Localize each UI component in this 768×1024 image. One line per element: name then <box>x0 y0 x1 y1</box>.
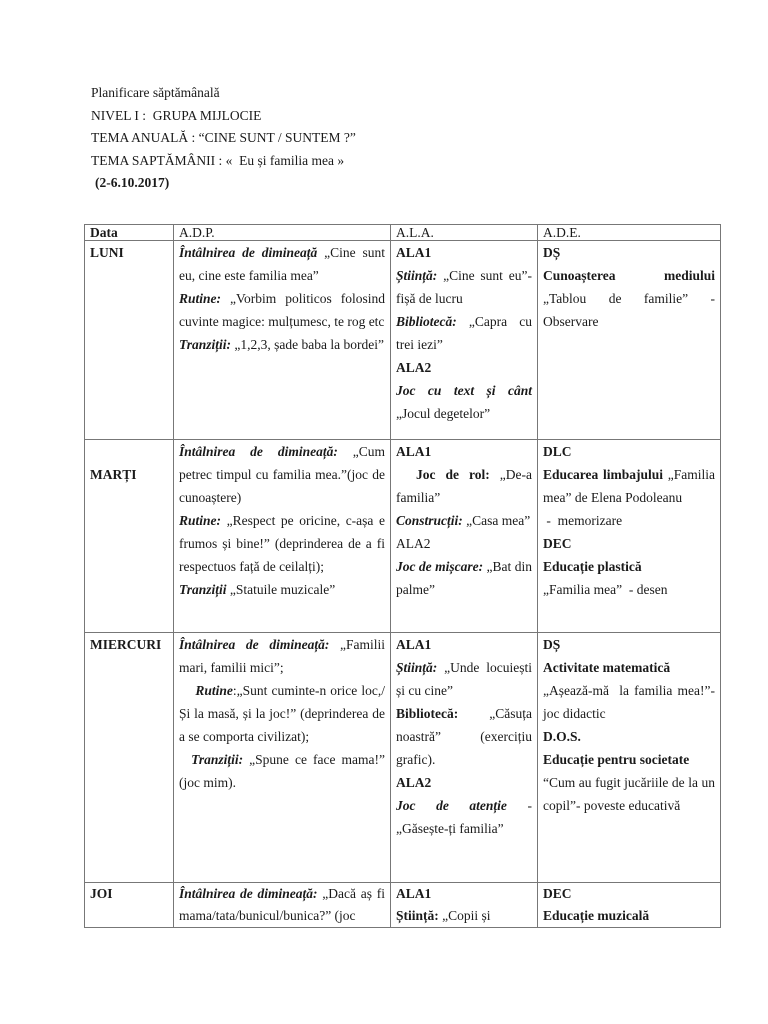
ade-paragraph <box>543 264 719 333</box>
activity-label: Activitate matematică <box>543 660 671 675</box>
activity-label: DEC <box>543 886 572 901</box>
ade-paragraph <box>543 883 715 905</box>
weekly-theme-line: TEMA SAPTĂMÂNII : « Eu și familia mea » <box>91 152 345 168</box>
activity-label: Educație muzicală <box>543 908 650 923</box>
activity-label: Educație pentru societate <box>543 752 690 767</box>
activity-label: DEC <box>543 536 572 551</box>
ala-cell <box>391 241 538 440</box>
adp-paragraph <box>179 287 389 333</box>
activity-text: „Familia mea” - desen <box>543 582 668 597</box>
doc-title: Planificare săptămânală <box>91 85 220 100</box>
ala-paragraph <box>396 702 536 771</box>
day-cell <box>85 241 174 440</box>
activity-label: Tranziții <box>179 582 227 597</box>
activity-text: „Jocul degetelor” <box>396 383 536 421</box>
ala-cell <box>391 440 538 633</box>
activity-label: Joc cu text și cânt <box>396 383 532 398</box>
activity-label: DȘ <box>543 245 561 260</box>
activity-text: „Cine sunt eu, cine este familia mea” <box>179 245 389 283</box>
ala-paragraph <box>396 555 536 601</box>
activity-label: ALA1 <box>396 245 432 260</box>
level-line: NIVEL I : GRUPA MIJLOCIE <box>91 107 262 123</box>
activity-text: „Vorbim politicos folosind cuvinte magice: mulțumesc, te rog etc <box>179 291 389 329</box>
adp-cell <box>174 633 391 883</box>
day-label <box>90 440 168 463</box>
activity-label: Știință: <box>396 268 438 283</box>
planning-table-container <box>84 224 720 928</box>
ade-paragraph <box>543 748 715 771</box>
annual-theme-line: TEMA ANUALĂ : “CINE SUNT / SUNTEM ?” <box>91 130 356 145</box>
document-header <box>91 82 356 195</box>
ala-paragraph <box>396 656 536 702</box>
activity-text: „Statuile muzicale” <box>226 582 336 597</box>
date-range: (2-6.10.2017) <box>95 175 170 190</box>
activity-text: „Copii și <box>438 908 491 923</box>
activity-label: ALA1 <box>396 886 432 901</box>
activity-label: Rutine <box>179 683 233 698</box>
ala-paragraph <box>396 310 536 356</box>
ade-paragraph <box>543 679 719 725</box>
activity-label: Educarea limbajului <box>543 467 664 482</box>
adp-paragraph <box>179 333 385 356</box>
ala-paragraph <box>396 509 532 532</box>
activity-text: „Respect pe oricine, c-așa e frumos și bine!” (deprinderea de a fi respectuos față de ceilalți); <box>179 513 389 574</box>
table-row <box>85 633 721 883</box>
activity-text: „De-a familia” <box>396 467 536 505</box>
ala-paragraph <box>396 241 532 264</box>
ala-paragraph <box>396 633 532 656</box>
activity-label: DLC <box>543 444 572 459</box>
activity-label: Joc de mișcare: <box>396 559 484 574</box>
day-label: LUNI <box>90 245 124 260</box>
day-label: MARȚI <box>90 467 137 482</box>
activity-label: Joc de atenție <box>396 798 507 813</box>
ala-paragraph <box>396 379 536 425</box>
ade-paragraph <box>543 509 715 532</box>
activity-text: „Bat din palme” <box>396 559 536 597</box>
activity-text: „Familii mari, familii mici”; <box>179 637 389 675</box>
activity-text: ALA2 <box>396 536 431 551</box>
ade-paragraph <box>543 463 719 509</box>
activity-text: „Cine sunt eu”- fișă de lucru <box>396 268 536 306</box>
activity-label: Întâlnirea de dimineață: <box>179 886 318 901</box>
ade-paragraph <box>543 440 715 463</box>
activity-label: Bibliotecă: <box>396 314 457 329</box>
activity-label: Rutine: <box>179 513 222 528</box>
adp-paragraph <box>179 578 385 601</box>
ade-cell <box>538 440 721 633</box>
activity-text: „Capra cu trei iezi” <box>396 314 536 352</box>
activity-label: Întâlnirea de dimineață: <box>179 637 330 652</box>
ade-paragraph <box>543 555 715 578</box>
ala-paragraph <box>396 771 532 794</box>
activity-label: D.O.S. <box>543 729 581 744</box>
activity-label: ALA1 <box>396 444 432 459</box>
activity-label: DȘ <box>543 637 561 652</box>
activity-text: :„Sunt cuminte-n orice loc,/Și la masă, și la joc!” (deprinderea de a se comporta civilizat); <box>179 683 389 744</box>
activity-label: Întâlnirea de dimineață: <box>179 444 338 459</box>
ade-paragraph <box>543 656 715 679</box>
ala-paragraph <box>396 356 532 379</box>
ala-paragraph <box>396 794 536 840</box>
activity-text: „Căsuța noastră” (exercițiu grafic). <box>396 706 536 767</box>
activity-text: „Spune ce face mama!” (joc mim). <box>179 752 389 790</box>
column-header-ade: A.D.E. <box>538 225 721 241</box>
adp-paragraph <box>179 679 389 748</box>
table-row <box>85 440 721 633</box>
table-header-row <box>85 225 721 241</box>
adp-cell <box>174 440 391 633</box>
activity-label: Rutine: <box>179 291 222 306</box>
planning-table <box>84 224 721 928</box>
activity-label: ALA2 <box>396 775 432 790</box>
ade-paragraph <box>543 905 715 927</box>
activity-text: „Casa mea” <box>462 513 531 528</box>
day-label: JOI <box>90 886 113 901</box>
column-header-data: Data <box>85 225 174 241</box>
activity-label: Tranziții: <box>179 752 244 767</box>
activity-label: Știință: <box>396 660 438 675</box>
ade-cell <box>538 883 721 928</box>
activity-label: Construcții: <box>396 513 463 528</box>
activity-label: Știință: <box>396 908 439 923</box>
column-header-ala: A.L.A. <box>391 225 538 241</box>
ade-paragraph <box>543 241 715 264</box>
ala-paragraph <box>396 440 532 463</box>
day-cell <box>85 883 174 928</box>
ade-paragraph <box>543 532 715 555</box>
activity-text: „Unde locuiești și cu cine” <box>396 660 536 698</box>
column-header-adp: A.D.P. <box>174 225 391 241</box>
adp-paragraph <box>179 440 389 509</box>
adp-cell <box>174 883 391 928</box>
adp-paragraph <box>179 633 389 679</box>
ala-paragraph <box>396 532 532 555</box>
activity-label: Cunoașterea mediului <box>543 268 715 283</box>
activity-label: Educație plastică <box>543 559 642 574</box>
activity-text: „Cum petrec timpul cu familia mea.”(joc de cunoaștere) <box>179 444 389 505</box>
activity-label: Tranziții: <box>179 337 232 352</box>
table-row <box>85 241 721 440</box>
ala-cell <box>391 883 538 928</box>
activity-text: „Dacă aș fi mama/tata/bunicul/bunica?” (joc <box>179 886 389 923</box>
activity-text: „1,2,3, șade baba la bordei” <box>231 337 384 352</box>
ala-paragraph <box>396 264 536 310</box>
ala-paragraph <box>396 883 532 905</box>
activity-text: „Tablou de familie” - Observare <box>543 268 719 329</box>
activity-label: ALA1 <box>396 637 432 652</box>
adp-paragraph <box>179 748 389 794</box>
adp-paragraph <box>179 883 389 927</box>
ala-paragraph <box>396 463 536 509</box>
activity-label: Întâlnirea de dimineață <box>179 245 318 260</box>
ade-paragraph <box>543 633 715 656</box>
ade-cell <box>538 241 721 440</box>
ade-paragraph <box>543 771 719 817</box>
day-cell <box>85 633 174 883</box>
ade-paragraph <box>543 725 715 748</box>
adp-paragraph <box>179 509 389 578</box>
activity-label: Bibliotecă: <box>396 706 459 721</box>
activity-text: “Cum au fugit jucăriile de la un copil”- poveste educativă <box>543 775 719 813</box>
activity-text: „Familia mea” de Elena Podoleanu <box>543 467 719 505</box>
ala-paragraph <box>396 905 532 927</box>
ala-cell <box>391 633 538 883</box>
day-cell <box>85 440 174 633</box>
activity-text: - „Găsește-ți familia” <box>396 798 536 836</box>
activity-text: „Așează-mă la familia mea!”- joc didactic <box>543 683 719 721</box>
activity-label: ALA2 <box>396 360 432 375</box>
day-label: MIERCURI <box>90 637 162 652</box>
ade-paragraph <box>543 578 715 601</box>
ade-cell <box>538 633 721 883</box>
adp-cell <box>174 241 391 440</box>
activity-text: - memorizare <box>543 513 623 528</box>
adp-paragraph <box>179 241 389 287</box>
table-row <box>85 883 721 928</box>
activity-label: Joc de rol: <box>396 467 490 482</box>
